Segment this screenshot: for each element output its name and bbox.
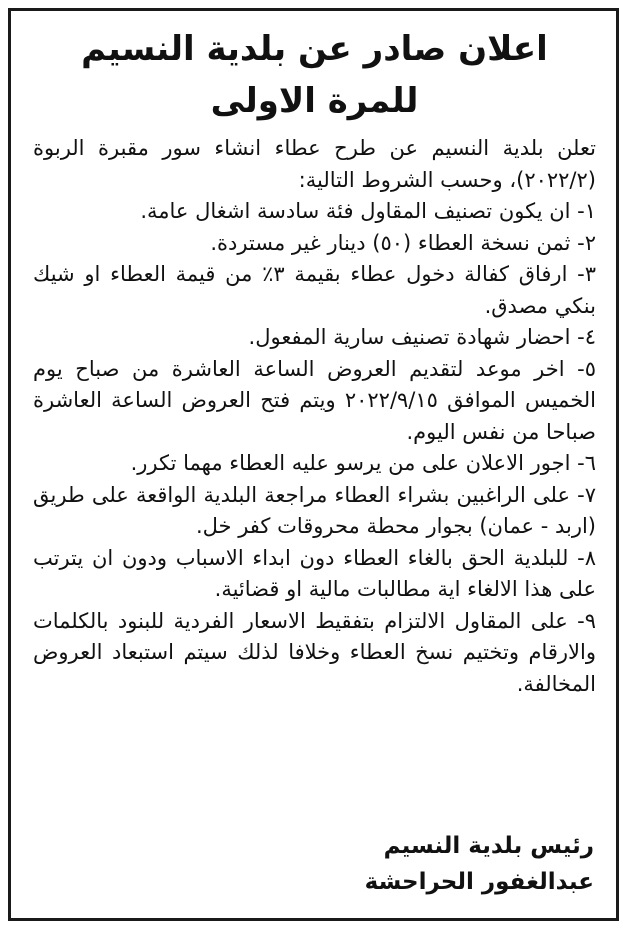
signature-name: عبدالغفور الحراحشة [364,869,594,895]
condition-item: ٢- ثمن نسخة العطاء (٥٠) دينار غير مستردة. [210,230,596,255]
signature-block [365,828,594,900]
condition-item: ٤- احضار شهادة تصنيف سارية المفعول. [248,325,596,349]
condition-item: ١- ان يكون تصنيف المقاول فئة سادسة اشغال عامة. [140,199,596,223]
condition-item: ٧- على الراغبين بشراء العطاء مراجعة البلدية الواقعة على طريق (اربد - عمان) بجوار محطة محروقات كفر خل. [33,482,596,538]
notice-title [33,23,596,127]
intro-paragraph: تعلن بلدية النسيم عن طرح عطاء انشاء سور مقبرة الربوة (٢٠٢٢/٢)، وحسب الشروط التالية: [33,136,596,192]
signature-title: رئيس بلدية النسيم [383,833,594,859]
condition-item: ٥- اخر موعد لتقديم العروض الساعة العاشرة من صباح يوم الخميس الموافق ٢٠٢٢/٩/١٥ ويتم فتح العروض الساعة العاشرة صباحا من نفس اليوم. [33,356,596,444]
condition-item: ٦- اجور الاعلان على من يرسو عليه العطاء مهما تكرر. [130,451,596,475]
condition-item: ٨- للبلدية الحق بالغاء العطاء دون ابداء الاسباب ودون ان يترتب على هذا الالغاء اية مطالبات مالية او قضائية. [33,545,596,601]
notice-body [33,133,596,700]
condition-item: ٣- ارفاق كفالة دخول عطاء بقيمة ٣٪ من قيمة العطاء او شيك بنكي مصدق. [33,262,597,318]
notice-frame [8,8,619,921]
title-line-1: اعلان صادر عن بلدية النسيم [81,29,548,69]
condition-item: ٩- على المقاول الالتزام بتفقيط الاسعار الفردية للبنود بالكلمات والارقام وتختيم نسخ العطاء وخلافا لذلك سيتم استبعاد العروض المخالفة. [33,608,596,696]
title-line-2: للمرة الاولى [210,81,419,121]
